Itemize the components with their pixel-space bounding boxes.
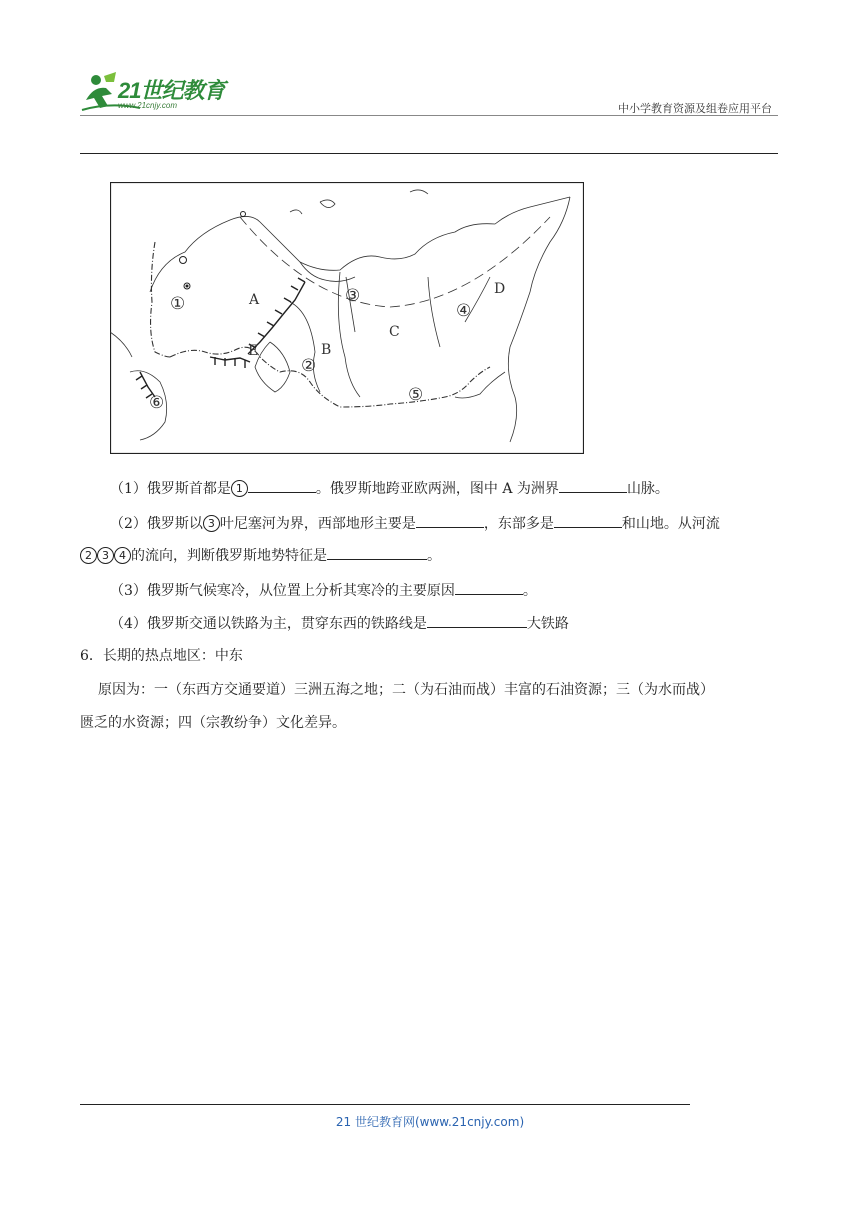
footer-divider	[80, 1104, 690, 1105]
map-label-d: D	[494, 281, 506, 297]
question-2-continued: 2 3 4 的流向，判断俄罗斯地势特征是 。	[80, 545, 441, 566]
section-6-line-2: 匮乏的水资源；四（宗教纷争）文化差异。	[80, 715, 346, 731]
answer-blank[interactable]	[248, 478, 316, 493]
answer-blank[interactable]	[327, 545, 427, 560]
answer-blank[interactable]	[416, 513, 484, 528]
map-label-a: A	[249, 292, 260, 308]
map-number-4: ④	[456, 301, 472, 321]
map-number-1: ①	[170, 294, 186, 314]
map-label-c: C	[389, 324, 400, 340]
logo-url: www.21cnjy.com	[118, 101, 177, 110]
circled-number: 1	[231, 480, 248, 497]
map-number-5: ⑤	[408, 385, 424, 405]
content-top-rule	[80, 153, 778, 154]
circled-number: 2	[80, 547, 97, 564]
platform-title: 中小学教育资源及组卷应用平台	[618, 102, 772, 115]
answer-blank[interactable]	[559, 478, 627, 493]
map-number-6: ⑥	[149, 393, 165, 413]
circled-number: 4	[114, 547, 131, 564]
map-label-b: B	[321, 342, 332, 358]
question-2: （2）俄罗斯以 3 叶尼塞河为界，西部地形主要是 ，东部多是 和山地。从河流	[110, 513, 720, 534]
answer-blank[interactable]	[554, 513, 622, 528]
section-6-line-1: 原因为：一（东西方交通要道）三洲五海之地；二（为石油而战）丰富的石油资源；三（为水而战）	[98, 682, 714, 698]
logo-text: 21世纪教育	[118, 78, 225, 103]
circled-number: 3	[97, 547, 114, 564]
map-number-3: ③	[345, 286, 361, 306]
question-1: （1）俄罗斯首都是 1 。俄罗斯地跨亚欧两洲，图中 A 为洲界 山脉。	[110, 478, 669, 499]
circled-number: 3	[203, 515, 220, 532]
question-3: （3）俄罗斯气候寒冷，从位置上分析其寒冷的主要原因 。	[110, 580, 537, 601]
map-number-2: ②	[301, 356, 317, 376]
section-6-title: 6．长期的热点地区：中东	[80, 648, 243, 664]
header-divider	[80, 115, 778, 116]
footer-text[interactable]: 21 世纪教育网(www.21cnjy.com)	[335, 1115, 525, 1129]
question-4: （4）俄罗斯交通以铁路为主，贯穿东西的铁路线是 大铁路	[110, 613, 569, 634]
russia-map	[110, 182, 584, 454]
answer-blank[interactable]	[455, 580, 523, 595]
answer-blank[interactable]	[427, 613, 527, 628]
map-label-e: E	[248, 343, 259, 359]
